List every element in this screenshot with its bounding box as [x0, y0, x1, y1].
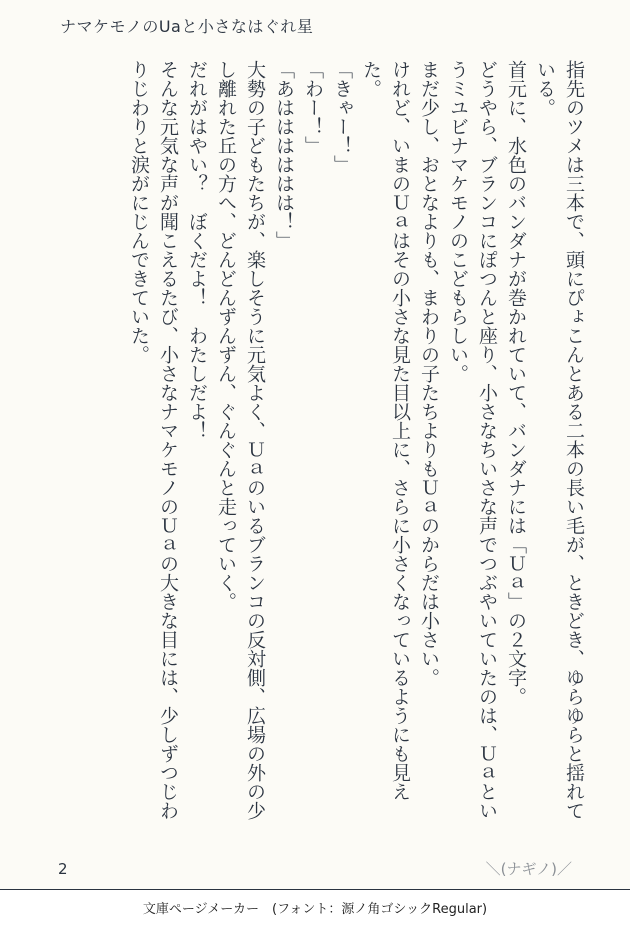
footer-credit: 文庫ページメーカー (フォント：源ノ角ゴシックRegular)	[142, 902, 488, 917]
paragraph: そんな元気な声が聞こえるたび、小さなナマケモノのＵａの大きな目には、少しずつじわりじわりと涙がにじんできていた。	[128, 60, 179, 820]
body-text	[48, 60, 588, 830]
paragraph: どうやら、ブランコにぽつんと座り、小さなちいさな声でつぶやいていたのは、Ｕａというミユビナマケモノのこどもらしい。	[447, 60, 498, 820]
page-number: 2	[58, 860, 68, 878]
book-title: ナマケモノのUaと小さなはぐれ星	[60, 17, 314, 36]
paragraph: けれど、いまのＵａはその小さな見た目以上に、さらに小さくなっているようにも見えた。	[360, 60, 411, 801]
paragraph: 大勢の子どもたちが、楽しそうに元気よく、Ｕａのいるブランコの反対側、広場の外の少し離れた丘の方へ、どんどんずんずん、ぐんぐんと走っていく。	[215, 60, 266, 820]
paragraph: 「あはははははは！」	[273, 60, 295, 250]
paragraph: 首元に、水色のバンダナが巻かれていて、バンダナには「Ｕａ」の２文字。	[505, 60, 527, 706]
paragraph: だれがはやい？ ぼくだよ！ わたしだよ！	[186, 60, 208, 440]
paragraph: 指先のツメは三本で、頭にぴょこんとある二本の長い毛が、ときどき、ゆらゆらと揺れている。	[534, 60, 585, 820]
author-signature: ＼(ナギノ)／	[485, 860, 572, 878]
paragraph: まだ少し、おとなよりも、まわりの子たちよりもＵａのからだは小さい。	[418, 60, 440, 687]
paragraph: 「きゃー！」	[331, 60, 353, 174]
paragraph: 「わー！」	[302, 60, 324, 155]
